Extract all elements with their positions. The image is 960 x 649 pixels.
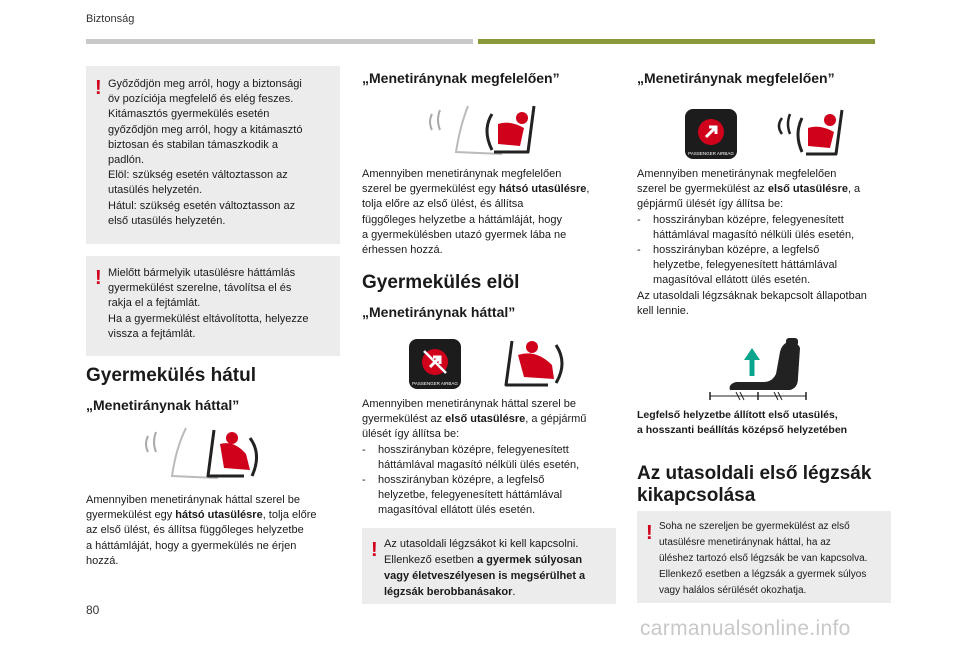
text-line <box>362 412 620 427</box>
text-line <box>637 182 899 197</box>
warning-line: Elöl: szükség esetén változtasson az <box>108 169 288 182</box>
text-line: helyzetbe, felegyenesített háttámlával <box>378 489 563 502</box>
warning-box-airbag-off <box>362 528 616 604</box>
warning-icon: ! <box>646 522 653 544</box>
warning-line: gyermekülést szerelne, távolítsa el és <box>108 282 292 295</box>
section-title-front: Gyermekülés elöl <box>362 272 520 293</box>
text-line: magasítóval ellátott ülés esetén. <box>378 504 536 517</box>
text-line: helyzetbe, felegyenesített háttámlával <box>653 259 838 272</box>
text-line: Amennyiben menetiránynak háttal szerel be <box>86 494 301 506</box>
warning-line: üléshez tartozó első légzsák be van kapcsolva. <box>659 553 868 564</box>
text-span: , <box>586 183 590 196</box>
paragraph-rear-facing <box>86 493 346 569</box>
airbag-on-badge-icon <box>684 108 738 160</box>
warning-icon: ! <box>371 539 378 561</box>
warning-line: biztosan és stabilan támaszkodik a <box>108 138 278 151</box>
list-item <box>362 473 620 519</box>
text-span: , a <box>847 183 861 196</box>
text-line: - hosszirányban középre, felegyenesített <box>653 213 844 226</box>
text-line: - hosszirányban középre, a legfelső <box>378 474 545 487</box>
warning-line: Soha ne szereljen be gyermekülést az első <box>659 521 850 532</box>
section-header: Biztonság <box>86 13 135 25</box>
warning-line: Ellenkező esetben a légzsák a gyermek súlyos <box>659 569 867 580</box>
warning-line: öv pozíciója megfelelő és elég feszes. <box>108 93 294 106</box>
text-line: Az utasoldali légzsáknak bekapcsolt állapotban <box>637 289 867 302</box>
emphasis: légzsák berobbanásakor <box>384 586 513 598</box>
subtitle-rear-facing-front: „Menetiránynak háttal” <box>362 304 516 320</box>
paragraph-rear-facing-front <box>362 397 620 519</box>
text-span: gyermekülést egy <box>86 509 176 522</box>
subtitle-rear-facing: „Menetiránynak háttal” <box>86 397 240 413</box>
subtitle-forward-facing-rear: „Menetiránynak megfelelően” <box>362 70 560 86</box>
section-title-rear: Gyermekülés hátul <box>86 365 257 386</box>
emphasis: a gyermek súlyosan <box>476 554 583 566</box>
text-line <box>362 182 618 197</box>
warning-line: győződjön meg arról, hogy a kitámasztó <box>108 123 303 136</box>
warning-box-seatbelt <box>86 66 340 244</box>
airbag-off-badge-icon <box>408 338 462 390</box>
warning-box-airbag-on <box>637 511 891 603</box>
emphasis: hátsó utasülésre <box>175 509 263 522</box>
caption-line: a hosszanti beállítás középső helyzetében <box>637 424 848 436</box>
text-line: érhessen hozzá. <box>362 244 443 257</box>
header-rule-grey <box>86 39 473 44</box>
text-line: - hosszirányban középre, felegyenesített <box>378 443 569 456</box>
text-line: háttámlával magasító nélküli ülés esetén, <box>378 458 580 471</box>
page-number: 80 <box>86 603 100 617</box>
text-line: hozzá. <box>86 554 119 567</box>
warning-icon: ! <box>95 267 102 289</box>
emphasis: első utasülésre <box>445 413 526 426</box>
rear-seat-rear-facing-illustration <box>138 424 272 484</box>
seat-position-illustration <box>706 338 816 402</box>
text-span: , a gépjármű <box>525 413 587 426</box>
warning-line: Az utasoldali légzsákot ki kell kapcsolni. <box>384 538 579 550</box>
text-line: a háttámláját, hogy a gyermekülés ne érjen <box>86 539 297 552</box>
text-line: a gyermekülésben utazó gyermek lába ne <box>362 228 567 241</box>
illustration-caption <box>637 408 847 438</box>
text-line: háttámlával magasító nélküli ülés esetén, <box>653 228 855 241</box>
text-line: magasítóval ellátott ülés esetén. <box>653 274 811 287</box>
warning-line: utasülésre menetiránynak háttal, ha az <box>659 537 831 548</box>
text-span: . <box>512 586 516 598</box>
list-item <box>637 213 899 243</box>
subtitle-forward-facing-front: „Menetiránynak megfelelően” <box>637 70 835 86</box>
warning-line: rakja el a fejtámlát. <box>108 297 201 310</box>
emphasis: hátsó utasülésre <box>498 183 587 196</box>
text-line: Amennyiben menetiránynak megfelelően <box>637 168 837 180</box>
warning-line: utasülés helyzetén. <box>108 184 203 197</box>
text-line: ülését így állítsa be: <box>362 428 460 441</box>
text-line: kell lennie. <box>637 304 689 317</box>
warning-line: Kitámasztós gyermekülés esetén <box>108 108 270 121</box>
airbag-badge-label: PASSENGER AIRBAG <box>412 381 458 386</box>
emphasis: vagy életveszélyesen is megsérülhet a <box>384 570 586 582</box>
warning-box-headrest <box>86 256 340 356</box>
text-span: szerel be gyermekülést az <box>637 183 768 196</box>
text-span: Ellenkező esetben <box>384 554 477 566</box>
title-line: kikapcsolása <box>637 485 756 506</box>
warning-line: padlón. <box>108 154 145 167</box>
list-item <box>362 443 620 473</box>
warning-line: Hátul: szükség esetén változtasson az <box>108 199 296 212</box>
warning-line <box>384 584 608 600</box>
airbag-badge-label: PASSENGER AIRBAG <box>688 151 734 156</box>
emphasis: első utasülésre <box>767 183 848 196</box>
text-line: gépjármű ülését így állítsa be: <box>637 198 784 211</box>
warning-line: Győződjön meg arról, hogy a biztonsági <box>108 78 302 90</box>
text-line: függőleges helyzetbe a háttámláját, hogy <box>362 213 562 226</box>
warning-line: vagy halálos sérülését okozhatja. <box>659 585 807 596</box>
warning-line: első utasülés helyzetén. <box>108 214 226 227</box>
text-line: - hosszirányban középre, a legfelső <box>653 244 820 257</box>
warning-line <box>384 568 608 584</box>
watermark: carmanualsonline.info <box>640 617 851 640</box>
paragraph-forward-facing-rear <box>362 167 618 258</box>
section-title-airbag-deactivation <box>637 463 871 507</box>
paragraph-forward-facing-front <box>637 167 899 319</box>
warning-line: Mielőtt bármelyik utasülésre háttámlás <box>108 267 296 279</box>
front-seat-forward-facing-illustration <box>772 104 862 160</box>
warning-icon: ! <box>95 77 102 99</box>
warning-line: Ha a gyermekülést eltávolította, helyezze <box>108 312 309 325</box>
text-span: gyermekülést az <box>362 413 446 426</box>
text-line: az első ülést, és állítsa függőleges helyzetbe <box>86 524 304 537</box>
rear-seat-forward-facing-illustration <box>424 100 560 160</box>
text-line: tolja előre az első ülést, és állítsa <box>362 198 524 211</box>
text-line <box>86 508 346 523</box>
warning-line <box>384 552 608 568</box>
front-seat-rear-facing-illustration <box>496 335 582 391</box>
text-line: Amennyiben menetiránynak háttal szerel be <box>362 398 577 410</box>
text-line: Amennyiben menetiránynak megfelelően <box>362 168 562 180</box>
text-span: szerel be gyermekülést egy <box>362 183 499 196</box>
title-line: Az utasoldali első légzsák <box>637 463 872 484</box>
text-span: , tolja előre <box>262 509 317 522</box>
header-rule-green <box>478 39 875 44</box>
warning-line: vissza a fejtámlát. <box>108 327 196 340</box>
caption-line: Legfelső helyzetbe állított első utasülés, <box>637 409 838 421</box>
list-item <box>637 243 899 289</box>
